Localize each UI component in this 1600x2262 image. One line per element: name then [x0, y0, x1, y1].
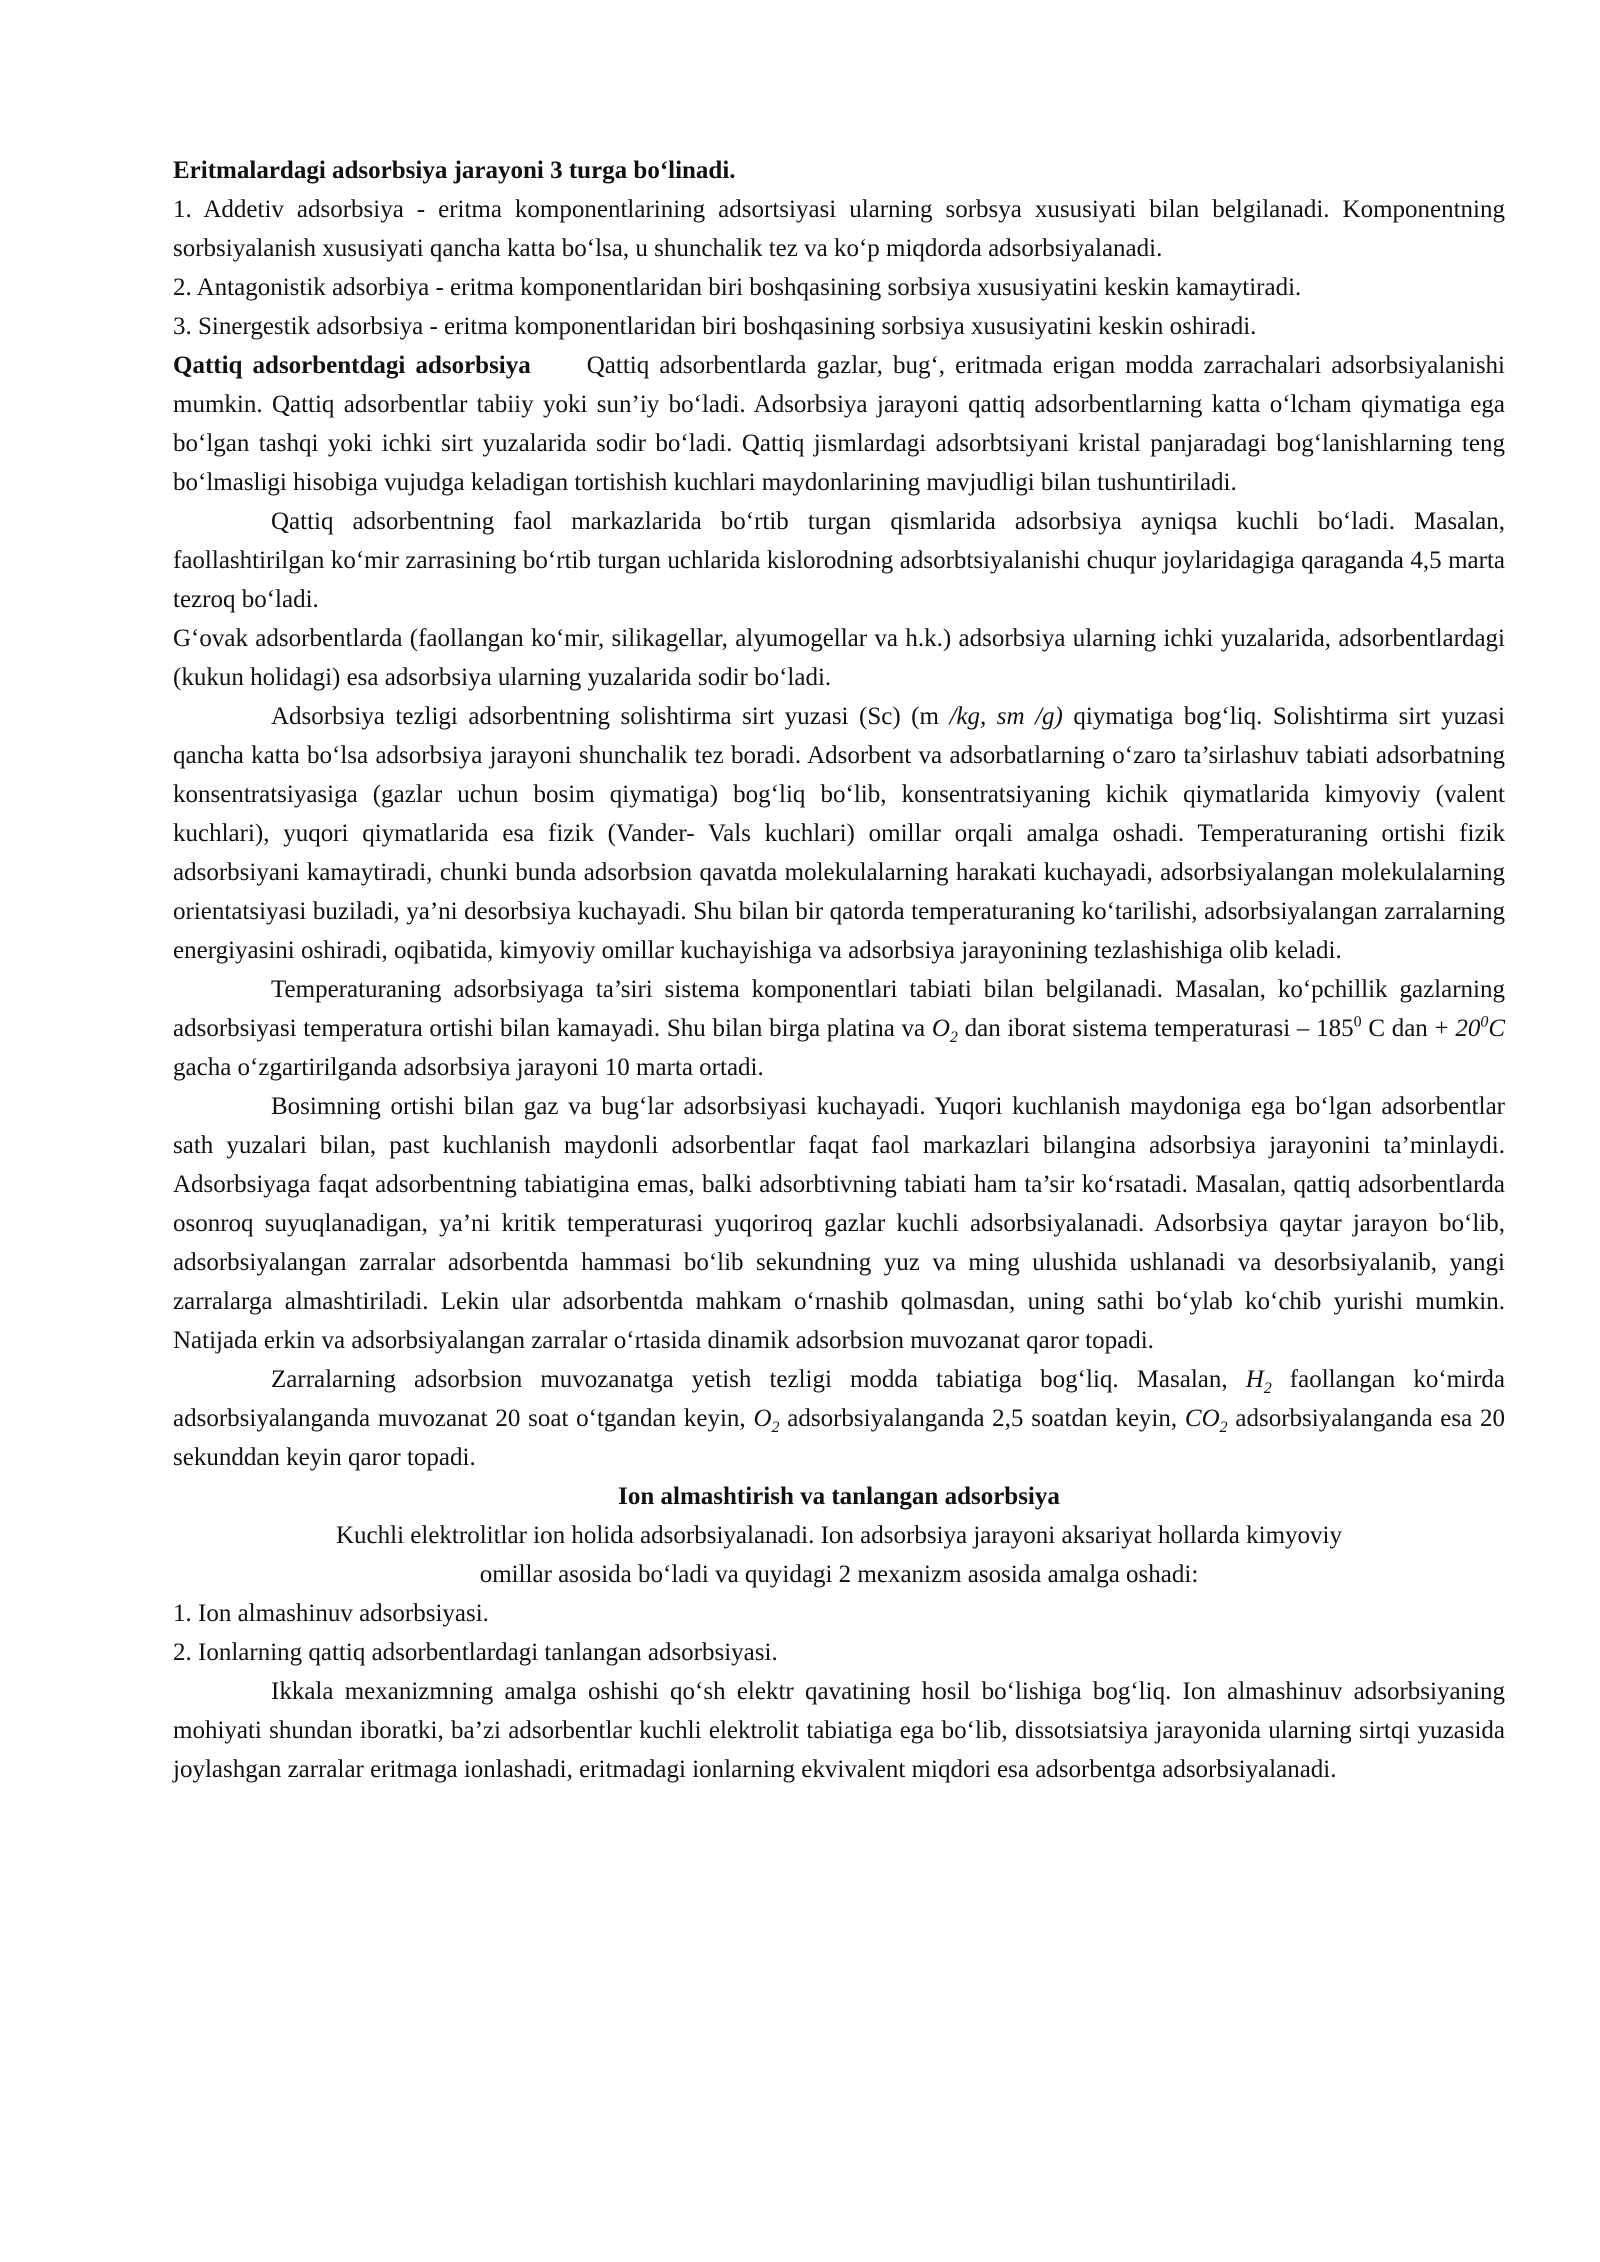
- list-item-synergistic: 3. Sinergestik adsorbsiya - eritma komponentlaridan biri boshqasining sorbsiya xususiyatini keskin oshiradi.: [173, 313, 1257, 340]
- paragraph-pressure: Bosimning ortishi bilan gaz va bug‘lar adsorbsiyasi kuchayadi. Yuqori kuchlanish maydoniga ega bo‘lgan adsorbentlar sath yuzalari bilan, past kuchlanish maydonli adsorbentlar faqat faol markazlari bilangina adsorbsiya jarayonini ta’minlaydi. Adsorbsiyaga faqat adsorbentning tabiatigina emas, balki adsorbtivning tabiati ham ta’sir ko‘rsatadi. Masalan, qattiq adsorbentlarda osonroq suyuqlanadigan, ya’ni kritik temperaturasi yuqoriroq gazlar kuchli adsorbsiyalanadi. Adsorbsiya qaytar jarayon bo‘lib, adsorbsiyalangan zarralar adsorbentda hammasi bo‘lib sekundning yuz va ming ulushida ushlanadi va desorbsiyalanib, yangi zarralarga almashtiriladi. Lekin ular adsorbentda mahkam o‘rnashib qolmasdan, uning sathi bo‘ylab ko‘chib yurishi mumkin. Natijada erkin va adsorbsiyalangan zarralar o‘rtasida dinamik adsorbsion muvozanat qaror topadi.: [173, 1093, 1505, 1354]
- paragraph-active-centers: Qattiq adsorbentning faol markazlarida bo‘rtib turgan qismlarida adsorbsiya ayniqsa kuchli bo‘ladi. Masalan, faollashtirilgan ko‘mir zarrasining bo‘rtib turgan uchlarida kislorodning adsorbtsiyalanishi chuqur joylaridagiga qaraganda 4,5 marta tezroq bo‘ladi.: [173, 508, 1505, 613]
- paragraph-solid-adsorbent: [173, 346, 1505, 502]
- units-text: /kg, sm /g): [949, 703, 1063, 730]
- ion-intro-line-2: omillar asosida bo‘ladi va quyidagi 2 mexanizm asosida amalga oshadi:: [479, 1561, 1199, 1588]
- paragraph-double-layer: Ikkala mexanizmning amalga oshishi qo‘sh elektr qavatining hosil bo‘lishiga bog‘liq. Ion almashinuv adsorbsiyaning mohiyati shundan iboratki, ba’zi adsorbentlar kuchli elektrolit tabiatiga ega bo‘lib, dissotsiatsiya jarayonida ularning sirtqi yuzasida joylashgan zarralar eritmaga ionlashadi, eritmadagi ionlarning ekvivalent miqdori esa adsorbentga adsorbsiyalanadi.: [173, 1678, 1505, 1783]
- paragraph-porous-adsorbents: G‘ovak adsorbentlarda (faollangan ko‘mir, silikagellar, alyumogellar va h.k.) adsorbsiya ularning ichki yuzalarida, adsorbentlardagi (kukun holidagi) esa adsorbsiya ularning yuzalarida sodir bo‘ladi.: [173, 625, 1505, 691]
- list-item-selective-adsorption: 2. Ionlarning qattiq adsorbentlardagi tanlangan adsorbsiyasi.: [173, 1639, 778, 1666]
- section-title-solid-adsorbent: Qattiq adsorbentdagi adsorbsiya: [173, 352, 531, 379]
- formula-co2: $CO_2$: [1184, 1405, 1228, 1436]
- formula-o2: $O_2$: [753, 1405, 780, 1436]
- section-text-solid-adsorbent: Qattiq adsorbentlarda gazlar, bug‘, eritmada erigan modda zarrachalari adsorbsiyalanishi mumkin. Qattiq adsorbentlar tabiiy yoki sun’iy bo‘ladi. Adsorbsiya jarayoni qattiq adsorbentlarning katta o‘lcham qiymatiga ega bo‘lgan tashqi yoki ichki sirt yuzalarida sodir bo‘ladi. Qattiq jismlardagi adsorbtsiyani kristal panjaradagi bog‘lanishlarning teng bo‘lmasligi hisobiga vujudga keladigan tortishish kuchlari maydonlarining mavjudligi bilan tushuntiriladi.: [173, 352, 1505, 496]
- temperature-value: $20^0C$: [1455, 1013, 1506, 1042]
- ion-intro-line-1: Kuchli elektrolitlar ion holida adsorbsiyalanadi. Ion adsorbsiya jarayoni aksariyat hollarda kimyoviy: [336, 1522, 1342, 1549]
- list-item-ion-exchange: 1. Ion almashinuv adsorbsiyasi.: [173, 1600, 489, 1627]
- formula-o2: $O_2$: [931, 1015, 958, 1046]
- degree-superscript: 0: [1353, 1013, 1362, 1031]
- heading-adsorption-types: Eritmalardagi adsorbsiya jarayoni 3 turga bo‘linadi.: [173, 157, 736, 184]
- paragraph-adsorption-rate: Adsorbsiya tezligi adsorbentning solishtirma sirt yuzasi (Sc) (m /kg, sm /g) qiymatiga bog‘liq. Solishtirma sirt yuzasi qancha katta bo‘lsa adsorbsiya jarayoni shunchalik tez boradi. Adsorbent va adsorbatlarning o‘zaro ta’sirlashuv tabiati adsorbatning konsentratsiyasiga (gazlar uchun bosim qiymatiga) bog‘liq bo‘lib, konsentratsiyaning kichik qiymatlarida kimyoviy (valent kuchlari), yuqori qiymatlarida esa fizik (Vander- Vals kuchlari) omillar orqali amalga oshadi. Temperaturaning ortishi fizik adsorbsiyani kamaytiradi, chunki bunda adsorbsion qavatda molekulalarning harakati kuchayadi, adsorbsiyalangan molekulalarning orientatsiyasi buziladi, ya’ni desorbsiya kuchayadi. Shu bilan bir qatorda temperaturaning ko‘tarilishi, adsorbsiyalangan zarralarning energiyasini oshiradi, oqibatida, kimyoviy omillar kuchayishiga va adsorbsiya jarayonining tezlashishiga olib keladi.: [173, 703, 1505, 964]
- paragraph-temperature: Temperaturaning adsorbsiyaga ta’siri sistema komponentlari tabiati bilan belgilanadi. Masalan, ko‘pchillik gazlarning adsorbsiyasi temperatura ortishi bilan kamayadi. Shu bilan birga platina va $O_2$ dan iborat sistema temperaturasi – $185^0$ C dan + $20^0C$ gacha o‘zgartirilganda adsorbsiya jarayoni 10 marta ortadi.: [173, 976, 1506, 1081]
- document-body: [173, 151, 1505, 1789]
- heading-ion-exchange: Ion almashtirish va tanlangan adsorbsiya: [618, 1483, 1060, 1510]
- paragraph-equilibrium: Zarralarning adsorbsion muvozanatga yetish tezligi modda tabiatiga bog‘liq. Masalan, $H_2$ faollangan ko‘mirda adsorbsiyalanganda muvozanat 20 soat o‘tgandan keyin, $O_2$ adsorbsiyalanganda 2,5 soatdan keyin, $CO_2$ adsorbsiyalanganda esa 20 sekunddan keyin qaror topadi.: [173, 1366, 1505, 1471]
- list-item-antagonistic: 2. Antagonistik adsorbiya - eritma komponentlaridan biri boshqasining sorbsiya xususiyatini keskin kamaytiradi.: [173, 274, 1302, 301]
- formula-h2: $H_2$: [1245, 1366, 1272, 1397]
- list-item-additive: 1. Addetiv adsorbsiya - eritma komponentlarining adsortsiyasi ularning sorbsya xususiyati bilan belgilanadi. Komponentning sorbsiyalanish xususiyati qancha katta bo‘lsa, u shunchalik tez va ko‘p miqdorda adsorbsiyalanadi.: [173, 196, 1505, 262]
